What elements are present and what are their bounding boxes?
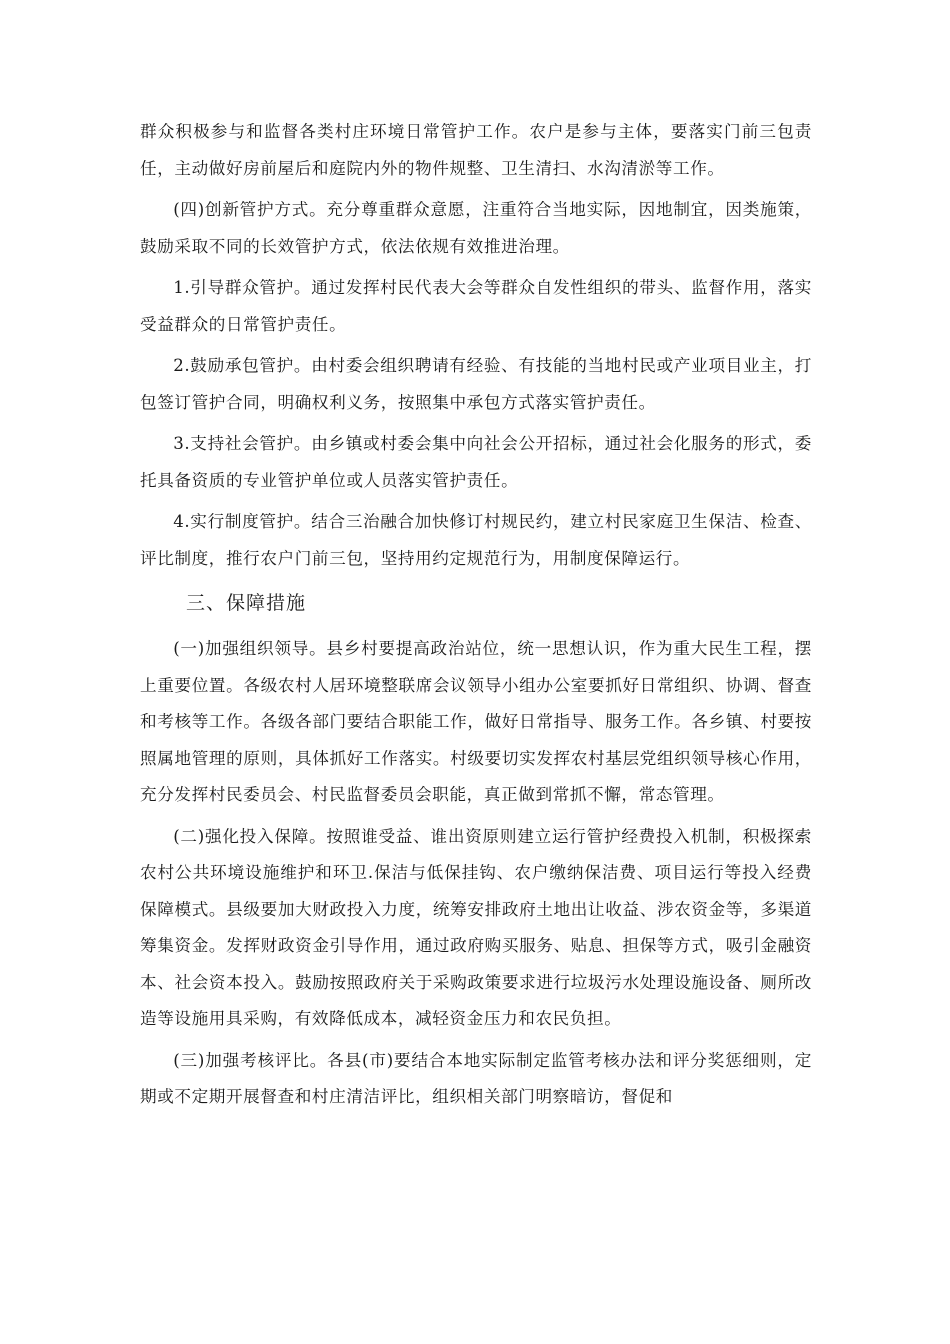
paragraph-item-4: 4.实行制度管护。结合三治融合加快修订村规民约，建立村民家庭卫生保洁、检查、评比制度，推行农户门前三包，坚持用约定规范行为，用制度保障运行。 [140,512,812,568]
paragraph-continuation: 群众积极参与和监督各类村庄环境日常管护工作。农户是参与主体，要落实门前三包责任，主动做好房前屋后和庭院内外的物件规整、卫生清扫、水沟清淤等工作。 [140,122,812,178]
paragraph-innovate-management: (四)创新管护方式。充分尊重群众意愿，注重符合当地实际，因地制宜，因类施策，鼓励采取不同的长效管护方式，依法依规有效推进治理。 [140,200,812,256]
paragraph-item-3: 3.支持社会管护。由乡镇或村委会集中向社会公开招标，通过社会化服务的形式，委托具备资质的专业管护单位或人员落实管护责任。 [140,434,812,490]
paragraph-assessment: (三)加强考核评比。各县(市)要结合本地实际制定监管考核办法和评分奖惩细则，定期或不定期开展督查和村庄清洁评比，组织相关部门明察暗访，督促和 [140,1050,812,1106]
paragraph-item-1: 1.引导群众管护。通过发挥村民代表大会等群众自发性组织的带头、监督作用，落实受益群众的日常管护责任。 [140,278,812,334]
document-body [140,114,812,1121]
paragraph-investment-guarantee: (二)强化投入保障。按照谁受益、谁出资原则建立运行管护经费投入机制，积极探索农村公共环境设施维护和环卫.保洁与低保挂钩、农户缴纳保洁费、项目运行等投入经费保障模式。县级要加大财政投入力度，统筹安排政府土地出让收益、涉农资金等，多渠道筹集资金。发挥财政资金引导作用，通过政府购买服务、贴息、担保等方式，吸引金融资本、社会资本投入。鼓励按照政府关于采购政策要求进行垃圾污水处理设施设备、厕所改造等设施用具采购，有效降低成本，减轻资金压力和农民负担。 [140,826,812,1028]
section-heading: 三、保障措施 [186,592,307,614]
paragraph-item-2: 2.鼓励承包管护。由村委会组织聘请有经验、有技能的当地村民或产业项目业主，打包签订管护合同，明确权利义务，按照集中承包方式落实管护责任。 [140,356,812,412]
paragraph-organization-leadership: (一)加强组织领导。县乡村要提高政治站位，统一思想认识，作为重大民生工程，摆上重要位置。各级农村人居环境整联席会议领导小组办公室要抓好日常组织、协调、督查和考核等工作。各级各部门要结合职能工作，做好日常指导、服务工作。各乡镇、村要按照属地管理的原则，具体抓好工作落实。村级要切实发挥农村基层党组织领导核心作用，充分发挥村民委员会、村民监督委员会职能，真正做到常抓不懈，常态管理。 [140,639,812,804]
